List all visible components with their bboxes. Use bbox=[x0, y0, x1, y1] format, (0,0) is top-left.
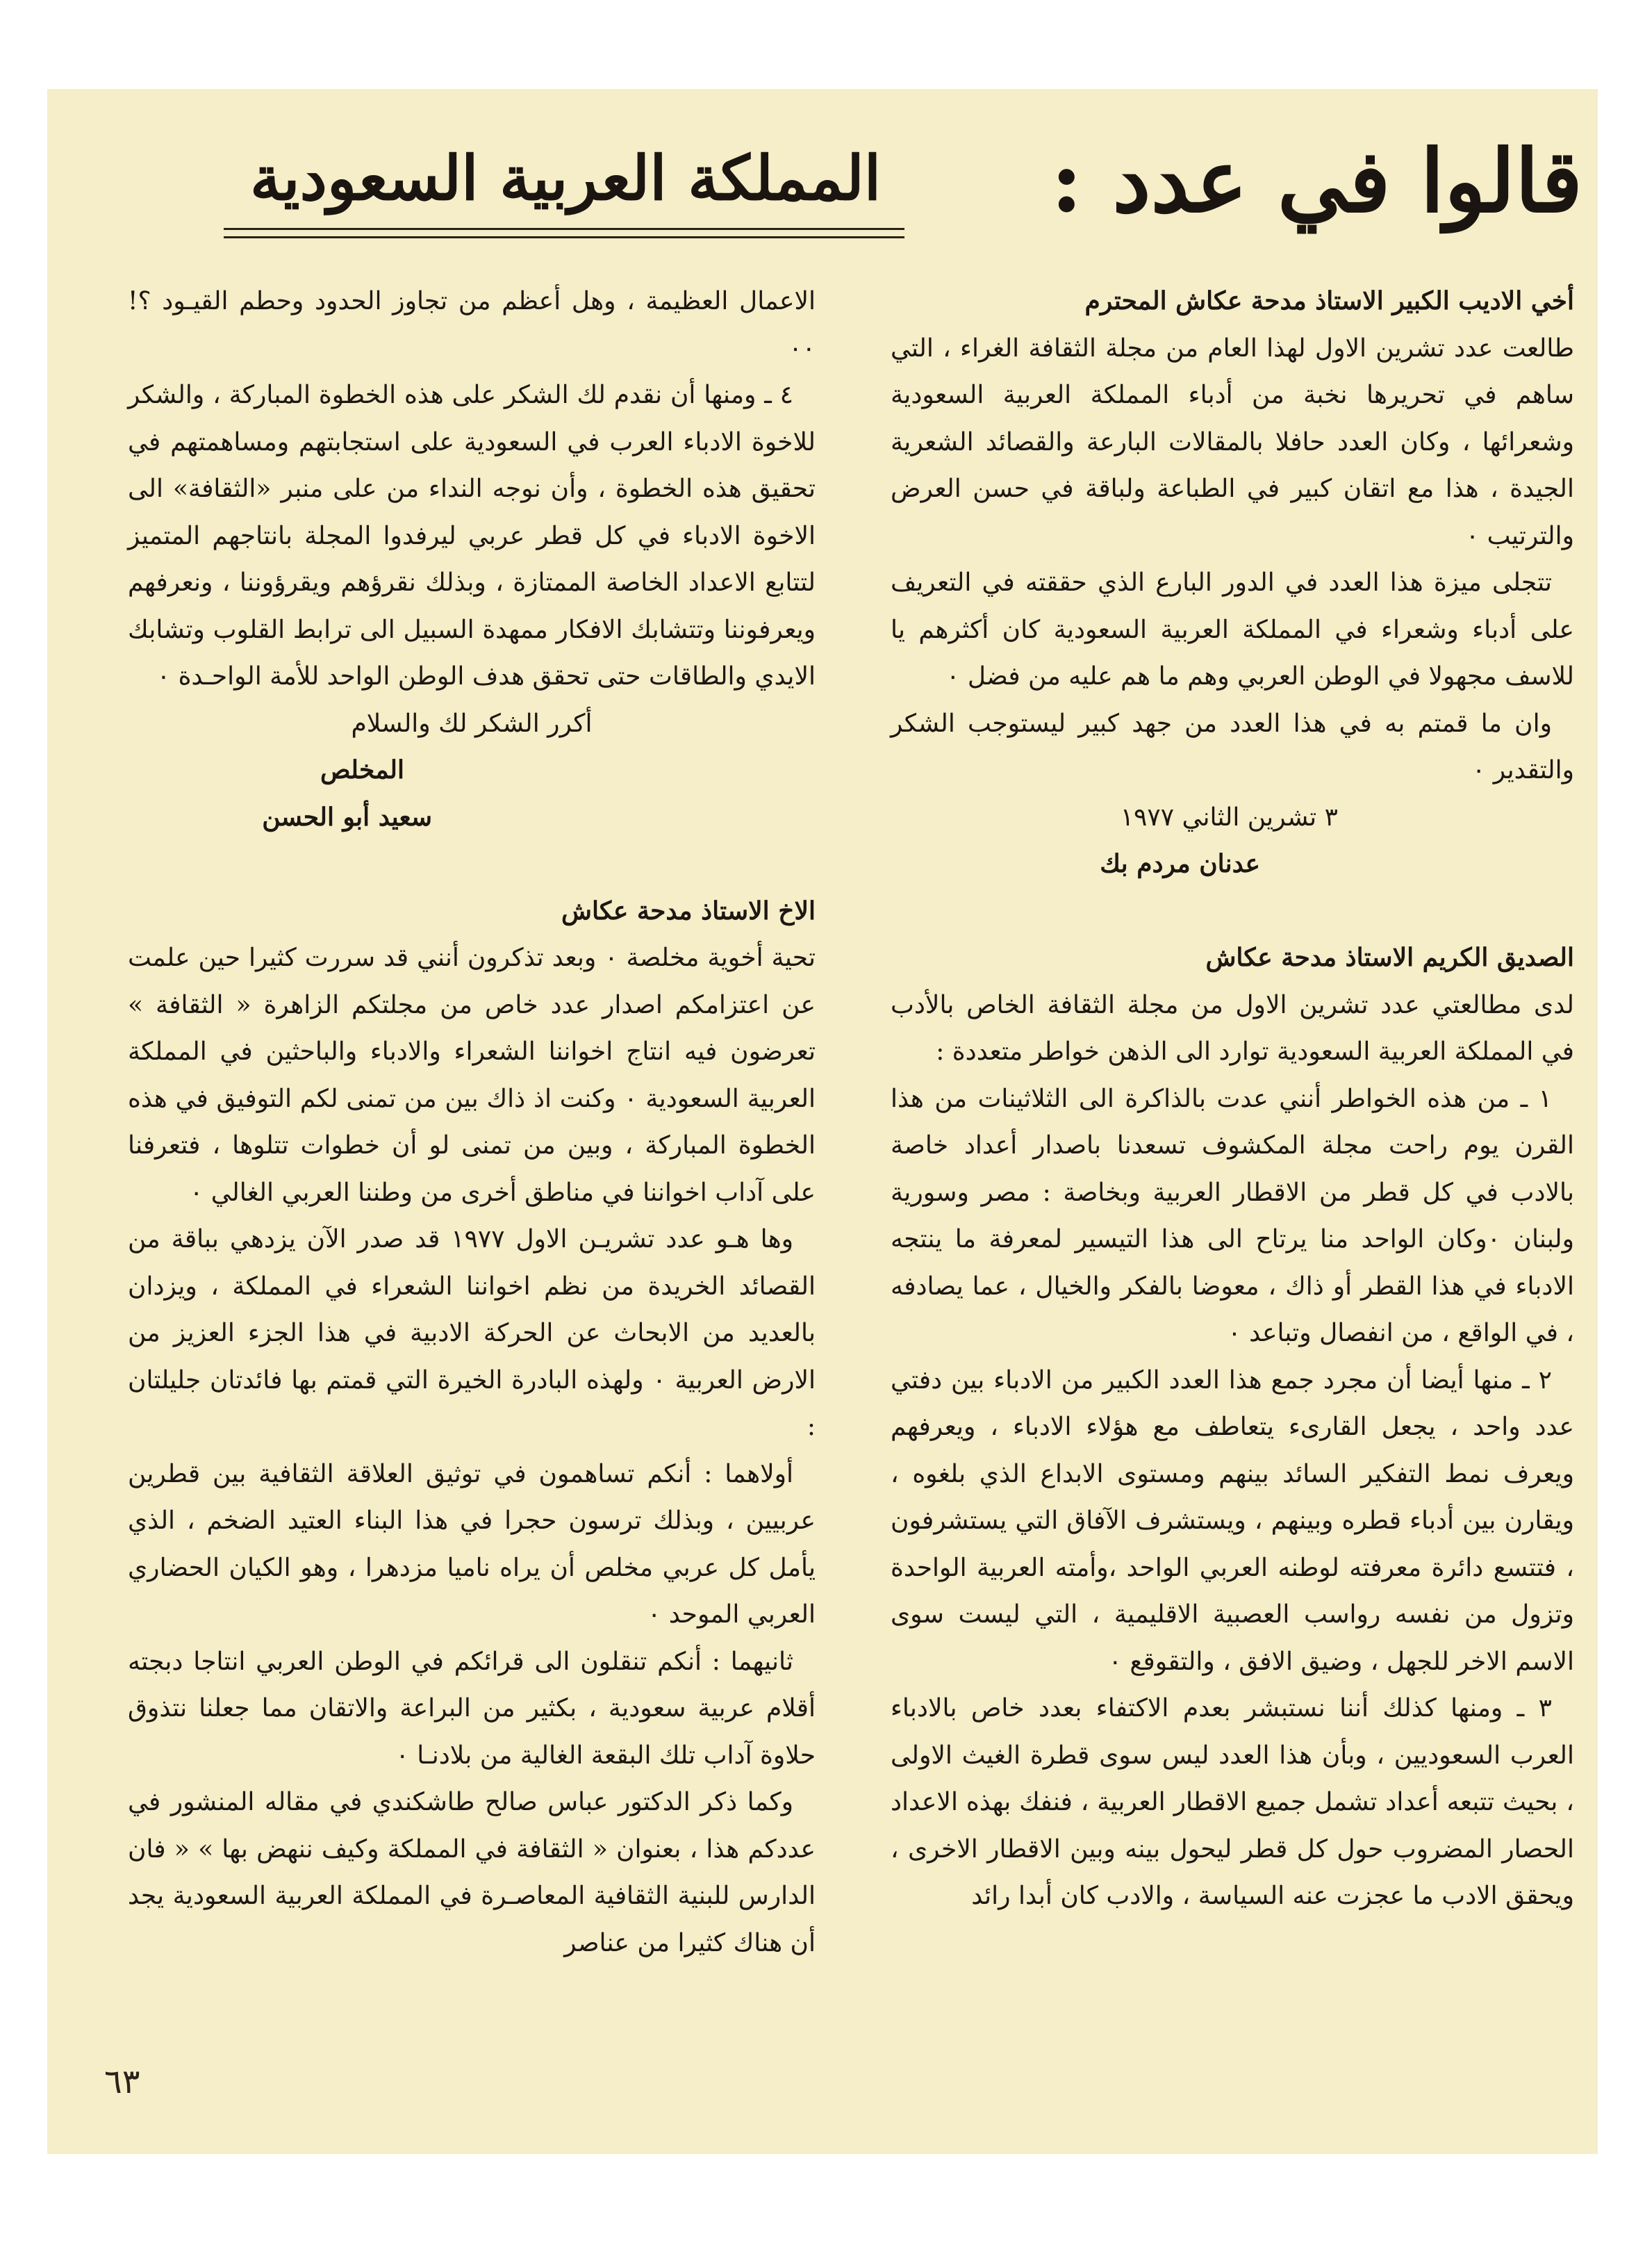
page-subtitle: المملكة العربية السعودية bbox=[250, 142, 882, 214]
left-column bbox=[128, 278, 816, 1966]
letter1-paragraph: طالعت عدد تشرين الاول لهذا العام من مجلة الثقافة الغراء ، التي ساهم في تحريرها نخبة من أدباء المملكة العربية السعودية وشعرائها ، وكان العدد حافلا بالمقالات البارعة والقصائد الشعرية الجيدة ، هذا مع اتقان كبير في الطباعة ولباقة في حسن العرض والترتيب ٠ bbox=[891, 334, 1574, 550]
letter2-paragraph: ٣ ـ ومنها كذلك أننا نستبشر بعدم الاكتفاء بعدد خاص بالادباء العرب السعوديين ، وبأن هذا العدد ليس سوى قطرة الغيث الاولى ، بحيث تتبعه أعداد تشمل جميع الاقطار العربية ، فنفك بهذه الاعداد الحصار المضروب حول كل قطر ليحول بينه وبين الاقطار الاخرى ، ويحقق الادب ما عجزت عنه السياسة ، والادب كان أبدا رائد bbox=[891, 1694, 1574, 1910]
letter1-signature: عدنان مردم بك bbox=[1100, 849, 1260, 878]
letter2-signature-name: سعيد أبو الحسن bbox=[262, 802, 432, 832]
letter1-paragraph: وان ما قمتم به في هذا العدد من جهد كبير ليستوجب الشكر والتقدير ٠ bbox=[891, 709, 1574, 784]
letter2-salutation: الصديق الكريم الاستاذ مدحة عكاش bbox=[1205, 943, 1574, 972]
letter2-closing: أكرر الشكر لك والسلام bbox=[351, 709, 593, 738]
letter2-paragraph: ٤ ـ ومنها أن نقدم لك الشكر على هذه الخطوة المباركة ، والشكر للاخوة الادباء العرب في السعودية على استجابتهم ومساهمتهم في تحقيق هذه الخطوة ، وأن نوجه النداء من على منبر «الثقافة» الى الاخوة الادباء في كل قطر عربي ليرفدوا المجلة بانتاجهم المتميز لتتابع الاعداد الخاصة الممتازة ، وبذلك نقرؤهم ويقرؤوننا ، ونعرفهم ويعرفوننا وتتشابك الافكار ممهدة السبيل الى ترابط القلوب وتشابك الايدي والطاقات حتى تحقق هدف الوطن الواحد للأمة الواحـدة ٠ bbox=[128, 381, 816, 691]
spacer bbox=[128, 841, 816, 888]
letter1-salutation: أخي الاديب الكبير الاستاذ مدحة عكاش المحترم bbox=[1084, 286, 1574, 315]
letter3-paragraph: وها هـو عدد تشريـن الاول ١٩٧٧ قد صدر الآن يزدهي بباقة من القصائد الخريدة من نظم اخواننا الشعراء في المملكة ، ويزدان بالعديد من الابحاث عن الحركة الادبية في هذا الجزء العزيز من الارض العربية ٠ ولهذه البادرة الخيرة التي قمتم بها فائدتان جليلتان : bbox=[128, 1225, 816, 1441]
letter2-signature-label: المخلص bbox=[320, 755, 404, 784]
page-number: ٦٣ bbox=[104, 2062, 140, 2101]
letter2-paragraph: ١ ـ من هذه الخواطر أنني عدت بالذاكرة الى الثلاثينات من هذا القرن يوم راحت مجلة المكشوف تسعدنا باصدار أعداد خاصة بالادب في كل قطر من الاقطار العربية وبخاصة : مصر وسورية ولبنان ٠وكان الواحد منا يرتاح الى هذا التيسير لمعرفة ما ينتجه الادباء في هذا القطر أو ذاك ، معوضا بالفكر والخيال ، عما يصادفه ، في الواقع ، من انفصال وتباعد ٠ bbox=[891, 1084, 1574, 1347]
letter3-paragraph: تحية أخوية مخلصة ٠ وبعد تذكرون أنني قد سررت كثيرا حين علمت عن اعتزامكم اصدار عدد خاص من مجلتكم الزاهرة « الثقافة » تعرضون فيه انتاج اخواننا الشعراء والادباء والباحثين في المملكة العربية السعودية ٠ وكنت اذ ذاك بين من تمنى لكم التوفيق في هذه الخطوة المباركة ، وبين من تمنى لو أن خطوات تتلوها ، فتعرفنا على آداب اخواننا في مناطق أخرى من وطننا العربي الغالي ٠ bbox=[128, 944, 816, 1207]
right-column bbox=[891, 278, 1574, 1920]
letter3-salutation: الاخ الاستاذ مدحة عكاش bbox=[561, 896, 816, 926]
title-underline-top bbox=[224, 228, 904, 230]
letter3-paragraph: وكما ذكر الدكتور عباس صالح طاشكندي في مقاله المنشور في عددكم هذا ، بعنوان « الثقافة في المملكة وكيف ننهض بها » « فان الدارس للبنية الثقافية المعاصـرة في المملكة العربية السعودية يجد أن هناك كثيرا من عناصر bbox=[128, 1788, 816, 1957]
letter3-paragraph: ثانيهما : أنكم تنقلون الى قرائكم في الوطن العربي انتاجا دبجته أقلام عربية سعودية ، بكثير من البراعة والاتقان مما جعلنا نتذوق حلاوة آداب تلك البقعة الغالية من بلادنـا ٠ bbox=[128, 1647, 816, 1770]
letter1-paragraph: تتجلى ميزة هذا العدد في الدور البارع الذي حققته في التعريف على أدباء وشعراء في المملكة العربية السعودية كان أكثرهم يا للاسف مجهولا في الوطن العربي وهم ما هم عليه من فضل ٠ bbox=[891, 568, 1574, 691]
letter1-date: ٣ تشرين الثاني ١٩٧٧ bbox=[1120, 803, 1338, 832]
letter3-paragraph: أولاهما : أنكم تساهمون في توثيق العلاقة الثقافية بين قطرين عربيين ، وبذلك ترسون حجرا في هذا البناء العتيد الضخم ، الذي يأمل كل عربي مخلص أن يراه ناميا مزدهرا ، وهو الكيان الحضاري العربي الموحد ٠ bbox=[128, 1459, 816, 1629]
title-underline-bottom bbox=[224, 236, 904, 238]
page-title: قالوا في عدد : bbox=[1050, 131, 1582, 232]
letter2-paragraph: الاعمال العظيمة ، وهل أعظم من تجاوز الحدود وحطم القيـود ؟! ٠٠ bbox=[128, 287, 816, 363]
letter2-paragraph: لدى مطالعتي عدد تشرين الاول من مجلة الثقافة الخاص بالأدب في المملكة العربية السعودية توارد الى الذهن خواطر متعددة : bbox=[891, 990, 1574, 1066]
spacer bbox=[891, 888, 1574, 935]
letter2-paragraph: ٢ ـ منها أيضا أن مجرد جمع هذا العدد الكبير من الادباء بين دفتي عدد واحد ، يجعل القارىء يتعاطف مع هؤلاء الادباء ، ويعرفهم ويعرف نمط التفكير السائد بينهم ومستوى الابداع الذي بلغوه ، ويقارن بين أدباء قطره وبينهم ، ويستشرف الآفاق التي يستشرفون ، فتتسع دائرة معرفته لوطنه العربي الواحد ،وأمته العربية الواحدة وتزول من نفسه رواسب العصبية الاقليمية ، التي ليست سوى الاسم الاخر للجهل ، وضيق الافق ، والتقوقع ٠ bbox=[891, 1365, 1574, 1676]
